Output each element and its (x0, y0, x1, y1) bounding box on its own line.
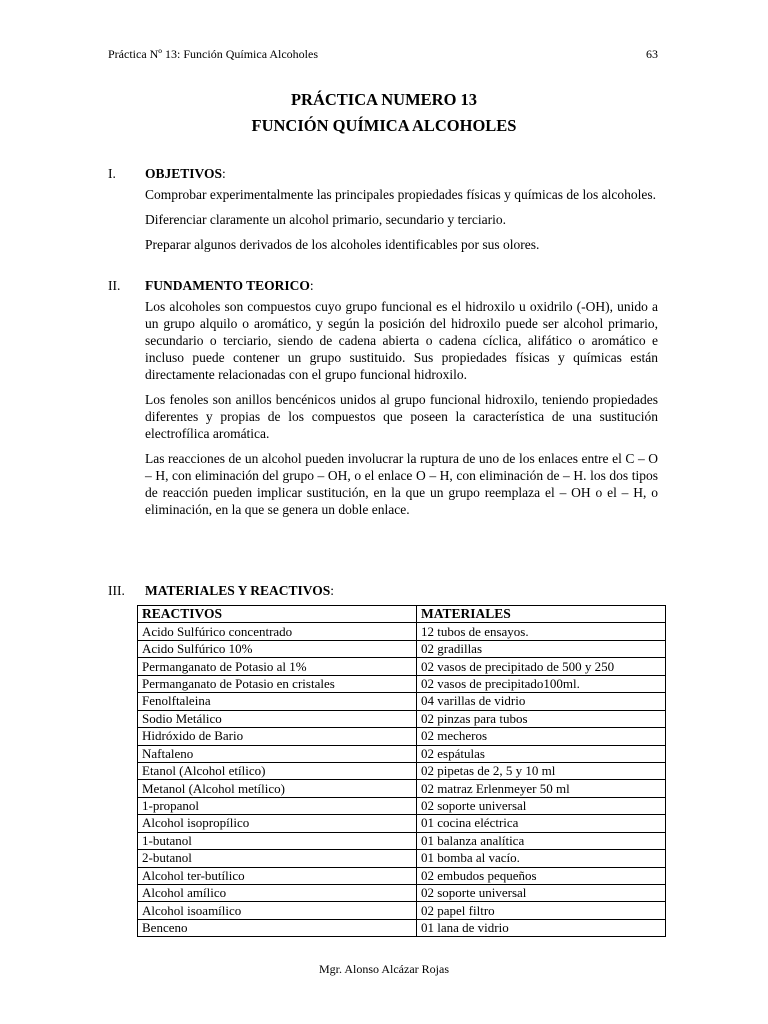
reactivo-cell: Alcohol amílico (138, 885, 417, 902)
section-number: I. (108, 166, 116, 181)
reactivo-cell: Alcohol isoamílico (138, 902, 417, 919)
material-cell: 02 espátulas (417, 745, 666, 762)
reactivo-cell: Naftaleno (138, 745, 417, 762)
reactivo-cell: 1-propanol (138, 797, 417, 814)
section-heading (108, 582, 658, 599)
title-line-2: FUNCIÓN QUÍMICA ALCOHOLES (251, 116, 517, 135)
material-cell: 04 varillas de vidrio (417, 693, 666, 710)
section-body (145, 298, 658, 518)
paragraph: Los alcoholes son compuestos cuyo grupo funcional es el hidroxilo u oxidrilo (-OH), unido a un grupo alquilo o aromático, y según la posición del hidroxilo puede ser alcohol primario, secundario o terciario, siendo de cadena abierta o cadena cíclica, alifático o aromático e incluso puede contener un grupo sustituido. Sus propiedades físicas y químicas están directamente relacionadas con el grupo funcional hidroxilo. (145, 299, 658, 382)
page-footer: Mgr. Alonso Alcázar Rojas (319, 962, 449, 976)
material-cell: 01 cocina eléctrica (417, 815, 666, 832)
table-row (138, 728, 666, 745)
table-row (138, 640, 666, 657)
reactivo-cell: Benceno (138, 919, 417, 936)
material-cell: 02 pipetas de 2, 5 y 10 ml (417, 762, 666, 779)
table-row (138, 815, 666, 832)
section-objetivos (108, 165, 658, 261)
material-cell: 01 balanza analítica (417, 832, 666, 849)
paragraph: Los fenoles son anillos bencénicos unidos al grupo funcional hidroxilo, teniendo propiedades diferentes y propias de los compuestos que poseen la característica de una sustitución electrofílica aromática. (145, 392, 658, 441)
material-cell: 02 matraz Erlenmeyer 50 ml (417, 780, 666, 797)
table-row (138, 693, 666, 710)
section-number: II. (108, 278, 121, 293)
reactivo-cell: Permanganato de Potasio en cristales (138, 675, 417, 692)
document-title (0, 87, 768, 139)
material-cell: 01 bomba al vacío. (417, 850, 666, 867)
table-row (138, 780, 666, 797)
section-title: OBJETIVOS (145, 166, 223, 181)
section-title-wrap: MATERIALES Y REACTIVOS: (145, 583, 335, 598)
section-title-wrap: OBJETIVOS: (145, 166, 226, 181)
material-cell: 02 vasos de precipitado de 500 y 250 (417, 658, 666, 675)
material-cell: 02 soporte universal (417, 885, 666, 902)
reactivo-cell: 1-butanol (138, 832, 417, 849)
material-cell: 02 embudos pequeños (417, 867, 666, 884)
table-row (138, 850, 666, 867)
paragraph: Comprobar experimentalmente las principales propiedades físicas y químicas de los alcoholes. (145, 187, 656, 202)
title-line-1: PRÁCTICA NUMERO 13 (290, 90, 478, 109)
section-heading (108, 277, 658, 294)
reactivo-cell: Acido Sulfúrico concentrado (138, 623, 417, 640)
material-cell: 01 lana de vidrio (417, 919, 666, 936)
table-row (138, 675, 666, 692)
section-title: FUNDAMENTO TEORICO (145, 278, 310, 293)
section-body (145, 186, 658, 253)
reactivo-cell: Hidróxido de Bario (138, 728, 417, 745)
table-row (138, 623, 666, 640)
material-cell: 02 gradillas (417, 640, 666, 657)
reactivo-cell: Etanol (Alcohol etílico) (138, 762, 417, 779)
table-header-row (138, 606, 666, 623)
table-row (138, 832, 666, 849)
reactivo-cell: 2-butanol (138, 850, 417, 867)
section-fundamento (108, 277, 658, 526)
material-cell: 02 vasos de precipitado100ml. (417, 675, 666, 692)
page-header (108, 46, 658, 62)
material-cell: 02 papel filtro (417, 902, 666, 919)
table-row (138, 658, 666, 675)
reactivo-cell: Alcohol ter-butílico (138, 867, 417, 884)
material-cell: 02 mecheros (417, 728, 666, 745)
header-title: Práctica Nº 13: Función Química Alcoholes (108, 47, 319, 61)
section-title-wrap: FUNDAMENTO TEORICO: (145, 278, 314, 293)
column-header-reactivos: REACTIVOS (138, 606, 417, 623)
reactivo-cell: Alcohol isopropílico (138, 815, 417, 832)
table-row (138, 762, 666, 779)
table-row (138, 745, 666, 762)
table-row (138, 919, 666, 936)
section-heading (108, 165, 658, 182)
section-materiales (108, 582, 658, 599)
reactivo-cell: Permanganato de Potasio al 1% (138, 658, 417, 675)
table-row (138, 885, 666, 902)
section-title: MATERIALES Y REACTIVOS (145, 583, 331, 598)
material-cell: 02 pinzas para tubos (417, 710, 666, 727)
table-row (138, 710, 666, 727)
reactivo-cell: Sodio Metálico (138, 710, 417, 727)
page-number: 63 (646, 47, 658, 61)
section-number: III. (108, 583, 125, 598)
reactivo-cell: Fenolftaleina (138, 693, 417, 710)
table-row (138, 797, 666, 814)
paragraph: Preparar algunos derivados de los alcoholes identificables por sus olores. (145, 237, 540, 252)
reactivo-cell: Metanol (Alcohol metílico) (138, 780, 417, 797)
reactivo-cell: Acido Sulfúrico 10% (138, 640, 417, 657)
column-header-materiales: MATERIALES (417, 606, 666, 623)
material-cell: 12 tubos de ensayos. (417, 623, 666, 640)
paragraph: Las reacciones de un alcohol pueden involucrar la ruptura de uno de los enlaces entre el C – O – H, con eliminación del grupo – OH, o el enlace O – H, con eliminación de – H. los dos tipos de reacción pueden implicar sustitución, en la que un grupo reemplaza el – OH o el – H, o eliminación, en la que se genera un doble enlace. (145, 451, 658, 517)
paragraph: Diferenciar claramente un alcohol primario, secundario y terciario. (145, 212, 506, 227)
materials-table (137, 605, 666, 937)
material-cell: 02 soporte universal (417, 797, 666, 814)
table-row (138, 867, 666, 884)
table-row (138, 902, 666, 919)
